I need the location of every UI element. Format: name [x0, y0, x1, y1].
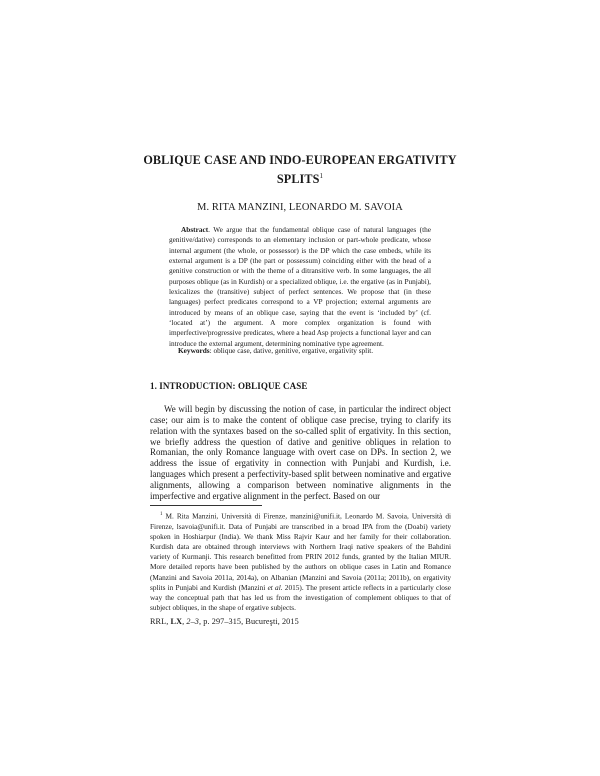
footer-journal: RRL, — [150, 617, 171, 626]
keywords-text: : oblique case, dative, genitive, ergative, ergativity split. — [209, 346, 374, 355]
paper-title — [118, 152, 482, 187]
footnote-et-al: et al. — [267, 582, 283, 592]
abstract — [169, 225, 431, 349]
keywords-label: Keywords — [178, 346, 210, 355]
title-line-1: OBLIQUE CASE AND INDO-EUROPEAN ERGATIVITY — [143, 153, 457, 167]
footnote-text-b: 2015). The present article reflects in a particularly close way the conceptual path that has led us from the investigation of complement obliques to that of subject obliques, in the shape of ergative subjects. — [150, 582, 451, 613]
journal-footer — [150, 617, 299, 626]
footer-issue: , 2–3 — [182, 617, 199, 626]
footnote — [150, 510, 451, 613]
keywords — [178, 346, 438, 356]
footnote-text-a: M. Rita Manzini, Università di Firenze, manzini@unifi.it, Leonardo M. Savoia, Università di Firenze, lsavoia@unifi.it. Data of Punjabi are transcribed in a broad IPA from the (Doabi) variety spoken in Hoshiarpur (India). We thank Miss Rajvir Kaur and her family for their collaboration. Kurdish data are obtained through interviews with Northern Iraqi native speakers of the Bahdini variety of Kurmanji. This research benefitted from PRIN 2012 funds, granted by the Italian MIUR. More detailed reports have been published by the authors on oblique cases in Latin and Romance (Manzini and Savoia 2011a, 2014a), on Albanian (Manzini and Savoia (2011a; 2011b), on ergativity splits in Punjabi and Kurdish (Manzini — [150, 511, 451, 592]
title-footnote-mark: 1 — [319, 172, 324, 180]
footnote-divider — [150, 505, 262, 506]
abstract-label: Abstract — [181, 225, 209, 234]
footnote-mark: 1 — [160, 512, 163, 517]
title-line-2: SPLITS — [276, 172, 320, 187]
footer-rest: , p. 297–315, Bucureşti, 2015 — [198, 617, 299, 626]
abstract-text: . We argue that the fundamental oblique case of natural languages (the genitive/dative) corresponds to an elementary inclusion or part-whole predicate, whose internal argument (the whole, or possessor) is the DP which the case embeds, while its external argument is a DP (the part or possessum) coinciding either with the head of a genitive construction or with the theme of a ditransitive verb. In some languages, the all purposes oblique (as in Kurdish) or a specialized oblique, i.e. the ergative (as in Punjabi), lexicalizes the (transitive) subject of perfect sentences. We propose that (in these languages) perfect predicates correspond to a VP projection; external arguments are introduced by means of an oblique case, saying that the event is ‘included by’ (cf. ‘located at’) the argument. A more complex organization is found with imperfective/progressive predicates, where a head Asp projects a functional layer and can introduce the external argument, determining nominative type agreement. — [169, 225, 431, 348]
author-names: M. RITA MANZINI, LEONARDO M. SAVOIA — [197, 202, 403, 213]
section-heading: 1. INTRODUCTION: OBLIQUE CASE — [150, 381, 308, 391]
footer-volume: LX — [170, 617, 183, 626]
body-paragraph: We will begin by discussing the notion of case, in particular the indirect object case; our aim is to make the content of oblique case precise, trying to clarify its relation with the syntaxes based on the so-called split of ergativity. In this section, we briefly address the question of dative and genitive obliques in relation to Romanian, the only Romance language with overt case on DPs. In section 2, we address the issue of ergativity in connection with Punjabi and Kurdish, i.e. languages which present a perfectivity-based split between nominative and ergative alignments, allowing a comparison between nominative alignments in the imperfective and ergative alignment in the perfect. Based on our — [150, 404, 451, 501]
